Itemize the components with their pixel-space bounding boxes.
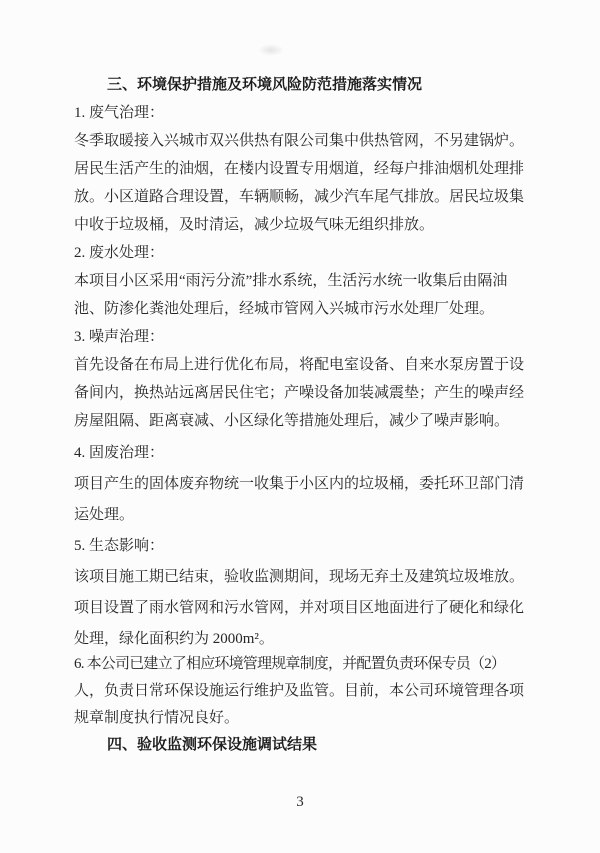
paragraph-line: 本项目小区采用“雨污分流”排水系统，生活污水统一收集后由隔油 (74, 273, 508, 289)
item-3-title: 3. 噪声治理： (74, 329, 165, 345)
paragraph-line: 规章制度执行情况良好。 (74, 710, 240, 726)
paragraph-line: 备间内，换热站远离居民住宅；产噪设备加装减震垫；产生的噪声经 (74, 385, 525, 401)
paragraph-line: 项目设置了雨水管网和污水管网，并对项目区地面进行了硬化和绿化 (74, 600, 525, 616)
item-2-title: 2. 废水处理： (74, 245, 165, 261)
section-4-heading: 四、验收监测环保设施调试结果 (107, 737, 318, 753)
paragraph-line: 冬季取暖接入兴城市双兴供热有限公司集中供热管网，不另建锅炉。 (74, 133, 525, 149)
page-number: 3 (296, 794, 304, 810)
item-4-title: 4. 固废治理： (74, 445, 165, 461)
paragraph-line: 首先设备在布局上进行优化布局，将配电室设备、自来水泵房置于设 (74, 357, 525, 373)
paragraph-line: 项目产生的固体废弃物统一收集于小区内的垃圾桶，委托环卫部门清 (74, 476, 525, 492)
paragraph-line: 该项目施工期已结束，验收监测期间，现场无弃土及建筑垃圾堆放。 (74, 569, 525, 585)
paragraph-line: 居民生活产生的油烟，在楼内设置专用烟道，经每户排油烟机处理排 (74, 161, 525, 177)
paragraph-line: 运处理。 (74, 507, 135, 523)
item-1-title: 1. 废气治理： (74, 105, 165, 121)
paragraph-line: 中收于垃圾桶，及时清运，减少垃圾气味无组织排放。 (74, 217, 435, 233)
item-6-line: 6. 本公司已建立了相应环境管理规章制度，并配置负责环保专员（2） (74, 656, 506, 672)
paragraph-line: 处理，绿化面积约为 2000m²。 (74, 631, 274, 647)
paragraph-line: 人，负责日常环保设施运行维护及监管。目前，本公司环境管理各项 (74, 683, 525, 699)
paragraph-line: 放。小区道路合理设置，车辆顺畅，减少汽车尾气排放。居民垃圾集 (74, 189, 525, 205)
paragraph-line: 池、防渗化粪池处理后，经城市管网入兴城市污水处理厂处理。 (74, 301, 495, 317)
item-5-title: 5. 生态影响： (74, 538, 165, 554)
document-body (74, 0, 540, 759)
paragraph-line: 房屋阻隔、距离衰减、小区绿化等措施处理后，减少了噪声影响。 (74, 413, 510, 429)
section-3-heading: 三、环境保护措施及环境风险防范措施落实情况 (107, 77, 423, 93)
